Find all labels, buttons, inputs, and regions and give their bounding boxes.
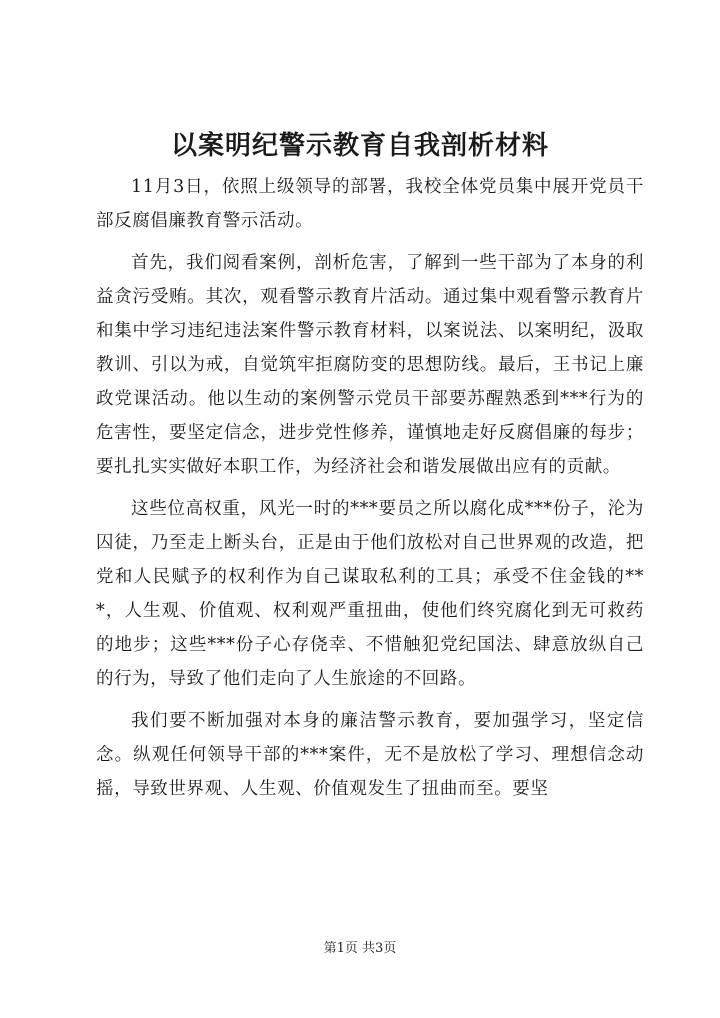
paragraph-4: 我们要不断加强对本身的廉洁警示教育，要加强学习，坚定信念。纵观任何领导干部的***案件，无不是放松了学习、理想信念动摇，导致世界观、人生观、价值观发生了扭曲而至。要坚: [96, 711, 644, 799]
paragraph-3: 这些位高权重，风光一时的***要员之所以腐化成***份子，沦为囚徒，乃至走上断头台，正是由于他们放松对自己世界观的改造，把党和人民赋予的权利作为自己谋取私利的工具；承受不住金钱的***，人生观、价值观、权利观严重扭曲，使他们终究腐化到无可救药的地步；这些***份子心存侥幸、不惜触犯党纪国法、肆意放纵自己的行为，导致了他们走向了人生旅途的不回路。: [96, 499, 644, 689]
paragraph-1: 11月3日，依照上级领导的部署，我校全体党员集中展开党员干部反腐倡廉教育警示活动。: [96, 177, 644, 231]
page-footer: 第1页 共3页: [323, 941, 397, 956]
paragraph-2: 首先，我们阅看案例，剖析危害，了解到一些干部为了本身的利益贪污受贿。其次，观看警示教育片活动。通过集中观看警示教育片和集中学习违纪违法案件警示教育材料，以案说法、以案明纪，汲取教训、引以为戒，自觉筑牢拒腐防变的思想防线。最后，王书记上廉政党课活动。他以生动的案例警示党员干部要苏醒熟悉到***行为的危害性，要坚定信念，进步党性修养，谨慎地走好反腐倡廉的每步；要扎扎实实做好本职工作，为经济社会和谐发展做出应有的贡献。: [96, 253, 644, 477]
document-title: 以案明纪警示教育自我剖析材料: [170, 131, 549, 161]
document-body: [96, 170, 644, 814]
